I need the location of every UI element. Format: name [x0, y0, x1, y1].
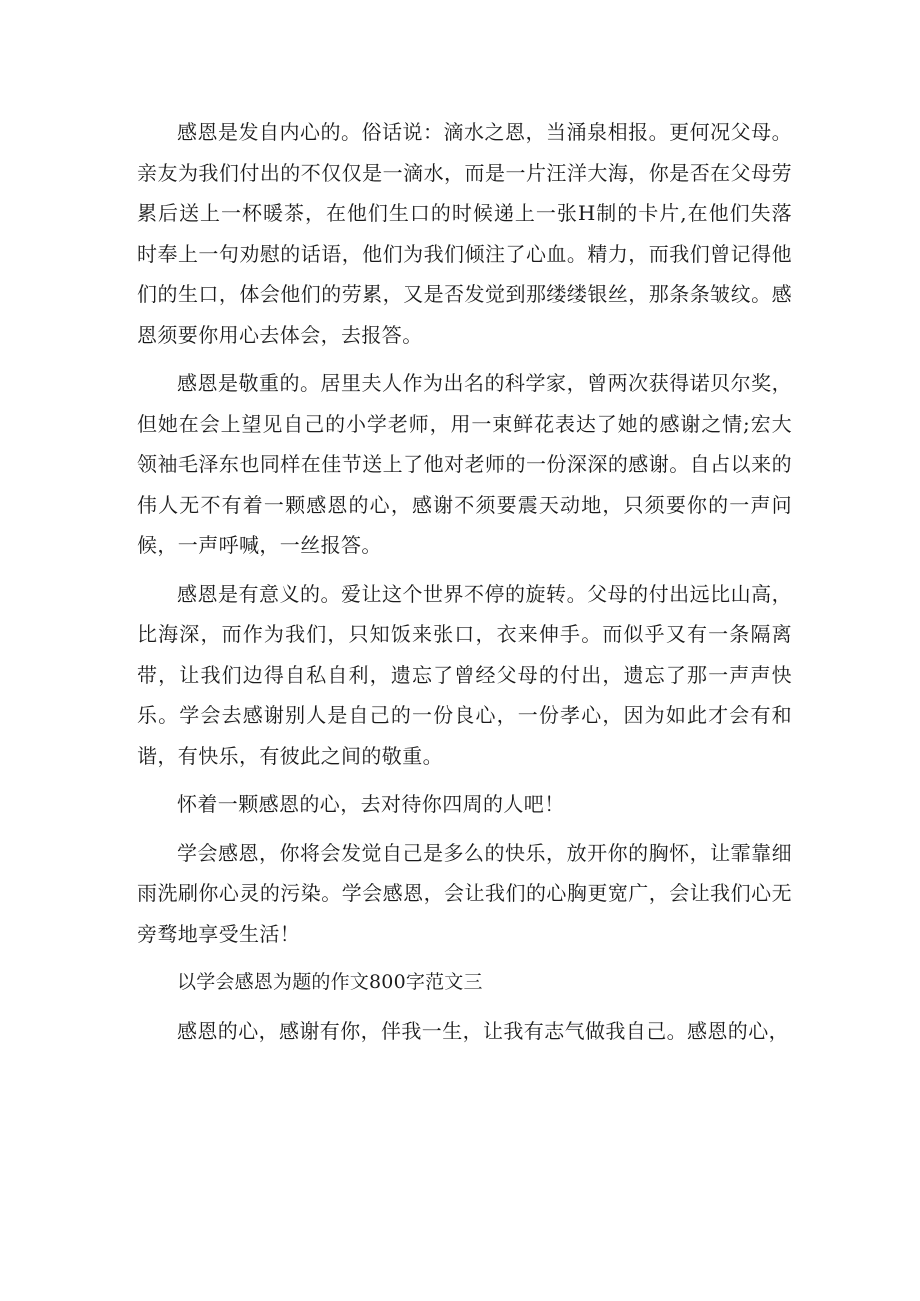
paragraph-gratitude-meaningful: 感恩是有意义的。爱让这个世界不停的旋转。父母的付出远比山高，比海深，而作为我们，只知饭来张口，衣来伸手。而似乎又有一条隔离带，让我们边得自私自利，遗忘了曾经父母的付出，遗忘了那一声声快乐。学会去感谢别人是自己的一份良心，一份孝心，因为如此才会有和谐，有快乐，有彼此之间的敬重。 — [137, 581, 792, 768]
section-heading: 以学会感恩为题的作文800字范文三 — [177, 971, 483, 993]
paragraph-learn-gratitude: 学会感恩，你将会发觉自己是多么的快乐，放开你的胸怀，让霏靠细雨洗刷你心灵的污染。学会感恩，会让我们的心胸更宽广，会让我们心无旁骛地享受生活！ — [137, 840, 792, 946]
paragraph-grateful-heart: 怀着一颗感恩的心，去对待你四周的人吧！ — [177, 792, 565, 816]
essay-body — [137, 112, 792, 1059]
paragraph-gratitude-respect: 感恩是敬重的。居里夫人作为出名的科学家，曾两次获得诺贝尔奖，但她在会上望见自己的小学老师，用一束鲜花表达了她的感谢之情;宏大领袖毛泽东也同样在佳节送上了他对老师的一份深深的感谢。自占以来的伟人无不有着一颗感恩的心，感谢不须要震天动地，只须要你的一声问候，一声呼喊，一丝报答。 — [137, 371, 792, 557]
paragraph-gratitude-from-heart: 感恩是发自内心的。俗话说：滴水之恩，当涌泉相报。更何况父母。亲友为我们付出的不仅仅是一滴水，而是一片汪洋大海，你是否在父母劳累后送上一杯暖茶，在他们生口的时候递上一张H制的卡片,在他们失落时奉上一句劝慰的话语，他们为我们倾注了心血。精力，而我们曾记得他们的生口，体会他们的劳累，又是否发觉到那缕缕银丝，那条条皱纹。感恩须要你用心去体会，去报答。 — [137, 120, 792, 347]
paragraph-closing: 感恩的心，感谢有你，伴我一生，让我有志气做我自己。感恩的心， — [177, 1018, 789, 1043]
